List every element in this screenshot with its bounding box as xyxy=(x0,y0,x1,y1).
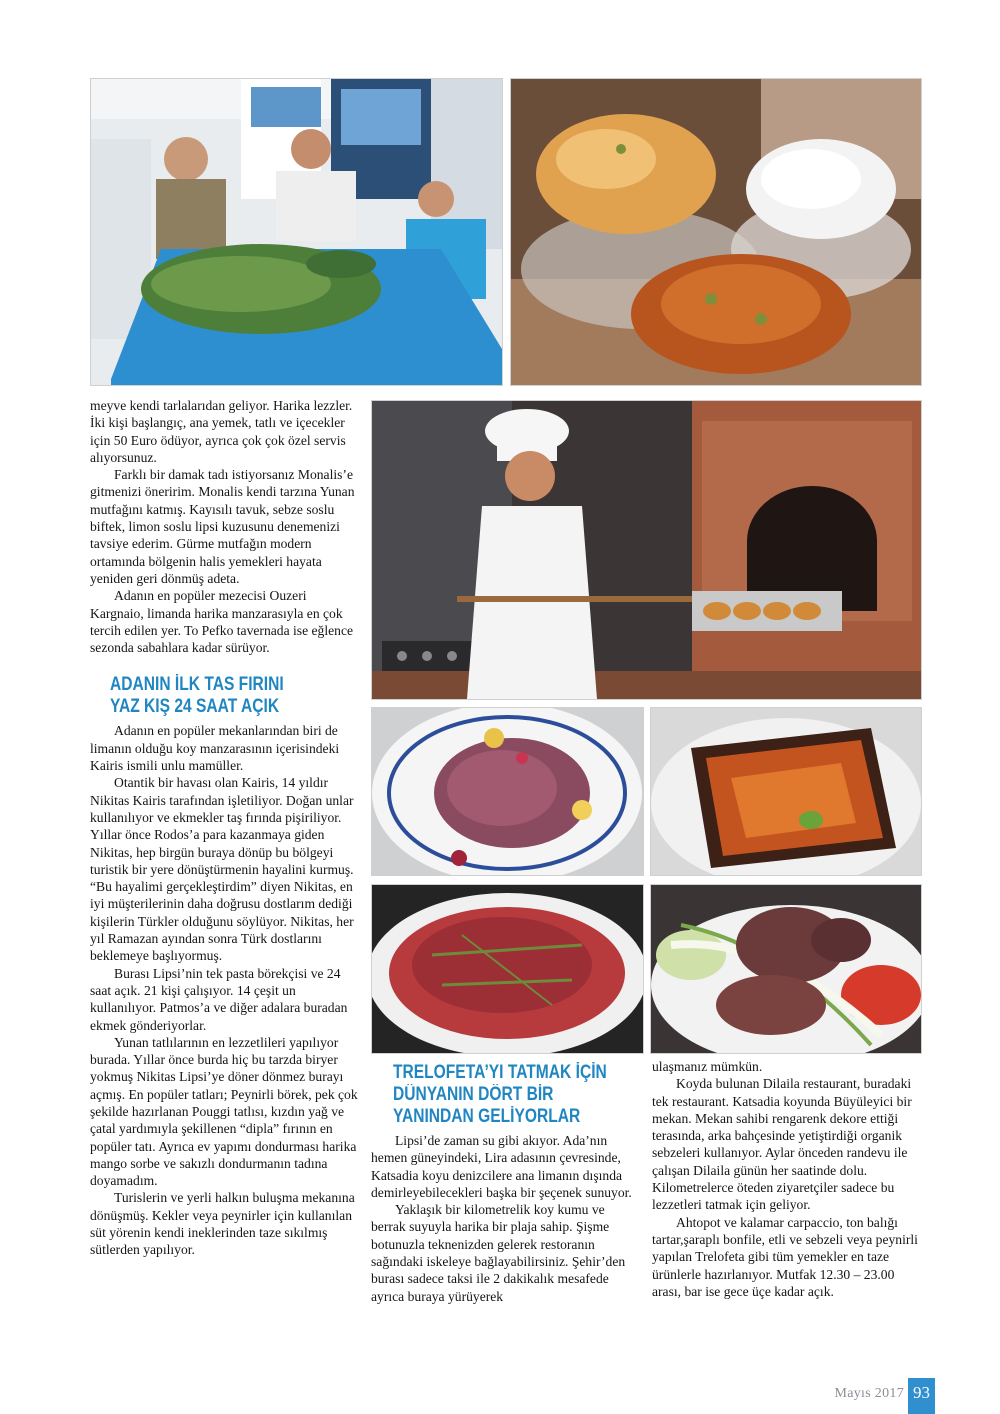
section-heading-line-1: TRELOFETA’YI TATMAK İÇİN xyxy=(393,1062,607,1083)
paragraph-monalis: Farklı bir damak tadı istiyorsanız Monalis’e gitmenizi öneririm. Monalis kendi tarzına Yunan mutfağını katmış. Kayısılı tavuk, sebze soslu biftek, limon soslu lipsi kuzusunu denemenizi tavsiye ederim. Gürme mutfağın modern ortamında bölgenin halis yemekleri hayata yeniden geri dönmüş adeta. xyxy=(90,467,355,586)
paragraph-beach: Yaklaşık bir kilometrelik koy kumu ve berrak suyuyla harika bir plaja sahip. Şişme botunuzla teknenizden gelerek restoranın sağındaki iskeleye bağlayabilirsiniz. Şehir’den burası sadece taksi ile 2 dakikalık mesafede ayrıca buraya yürüyerek xyxy=(371,1202,626,1304)
article-column-middle xyxy=(371,1062,641,1305)
photo-grilled-octopus xyxy=(650,884,922,1054)
section-heading-trelofeta xyxy=(393,1062,641,1128)
photo-baklava-desserts xyxy=(510,78,922,386)
paragraph-menu-price: meyve kendi tarlalarıdan geliyor. Harika lezzler. İki kişi başlangıç, ana yemek, tatlı ve içecekler için 50 Euro ödüyor, ayrıca çok çok özel servis alıyorsunuz. xyxy=(90,398,353,465)
paragraph-greek-desserts: Yunan tatlılarının en lezzetlileri yapılıyor burada. Yıllar önce burda hiç bu tarzda biryer yokmuş Nikitas Lipsi’ye döner dönmez burayı açmış. En popüler tatları; Peynirli börek, pek çok şekilde hazırlanan Pouggi tatlısı, kızdın yağ ve çatal yardımıyla şekillenen “dipla” fırının en popüler tatı. Ayrıca ev yapımı dondurması harika mango sorbe ve sakızlı dondurmanın tadına doyamadım. xyxy=(90,1034,358,1189)
section-heading-line-1: ADANIN İLK TAS FIRINI xyxy=(110,674,284,696)
paragraph-menu-hours: Ahtopot ve kalamar carpaccio, ton balığı tartar,şaraplı bonfile, etli ve sebzeli veya peynirli yapılan Trelofeta gibi tüm yemekler en taze ürünlerle hazırlanıyor. Mutfak 12.30 – 23.00 arası, bar ise gece üçe kadar açık. xyxy=(652,1214,918,1299)
paragraph-dilaila: Koyda bulunan Dilaila restaurant, buradaki tek restaurant. Katsadia koyunda Büyüleyici bir mekan. Mekan sahibi rengarenk dekore ettiği terasında, arka bahçesinde yetiştirdiği organik sebzeleri kullanıyor. Aylar önceden randevu ile çalışan Dilaila günün her saatinde dolu. Kilometrelerce öteden ziyaretçiler sadece bu lezzetleri tatmak için geliyor. xyxy=(652,1076,912,1213)
section-heading-line-2: DÜNYANIN DÖRT BİR xyxy=(393,1084,554,1105)
section-heading-line-2: YAZ KIŞ 24 SAAT AÇIK xyxy=(110,696,280,718)
photo-tartare-plate xyxy=(371,707,644,876)
paragraph-reachable: ulaşmanız mümkün. xyxy=(652,1059,763,1074)
photo-baker-stone-oven xyxy=(371,400,922,700)
article-column-right xyxy=(652,1058,922,1300)
paragraph-bakery-facts: Burası Lipsi’nin tek pasta börekçisi ve 24 saat açık. 21 kişi çalışıyor. 14 çeşit un kullanılıyor. Patmos’a ve diğer adalara buradan ekmek gönderiyorlar. xyxy=(90,965,348,1033)
paragraph-lipsi-time: Lipsi’de zaman su gibi akıyor. Ada’nın hemen güneyindeki, Lira adasının çevresinde, Katsadia koyu denizcilere ana limanın dışında demirleyebilecekleri başka bir şeçenek sunuyor. xyxy=(371,1133,632,1200)
paragraph-kairis-intro: Adanın en popüler mekanlarından biri de limanın olduğu koy manzarasının içerisindeki Kairis ismili unlu mamüller. xyxy=(90,723,340,774)
issue-date: Mayıs 2017 xyxy=(834,1386,904,1401)
paragraph-meeting-place: Turislerin ve yerli halkın buluşma mekanına dönüşmüş. Kekler veya peynirler için kullanılan süt yörenin kendi ineklerinden taze sıkılmış sütlerden yapılıyor. xyxy=(90,1190,355,1258)
photo-carpaccio xyxy=(371,884,644,1054)
article-column-left xyxy=(90,397,362,1259)
section-heading-line-3: YANINDAN GELİYORLAR xyxy=(393,1106,581,1127)
photo-family-cleaning-herbs xyxy=(90,78,503,386)
section-heading-bakery xyxy=(110,674,362,718)
photo-trelofeta xyxy=(650,707,922,876)
paragraph-ouzeri: Adanın en popüler mezecisi Ouzeri Kargnaio, limanda harika manzarasıyla en çok tercih edilen yer. To Pefko tavernada ise eğlence sezonda sabahlara kadar sürüyor. xyxy=(90,588,354,656)
page-number: 93 xyxy=(908,1378,935,1414)
paragraph-nikitas-story: Otantik bir havası olan Kairis, 14 yıldır Nikitas Kairis tarafından işletiliyor. Doğan unlar kullanılıyor ve ekmekler taş fırında pişiriliyor. Yıllar önce Rodos’a para kazanmaya giden Nikitas, hep birgün buraya dönüp bu bölgeyi turistik bir yere dönüştürmenin hayalini kurmuş. “Bu hayalimi gerçekleştirdim” diyen Nikitas, en iyi müşterilerinin daha doğrusu dostlarım dediği kişilerin Türkler olduğunu söylüyor. Nikitas, her yıl Ramazan ayından sonra Türk dostlarını beklemeye başlıyormuş. xyxy=(90,775,354,964)
